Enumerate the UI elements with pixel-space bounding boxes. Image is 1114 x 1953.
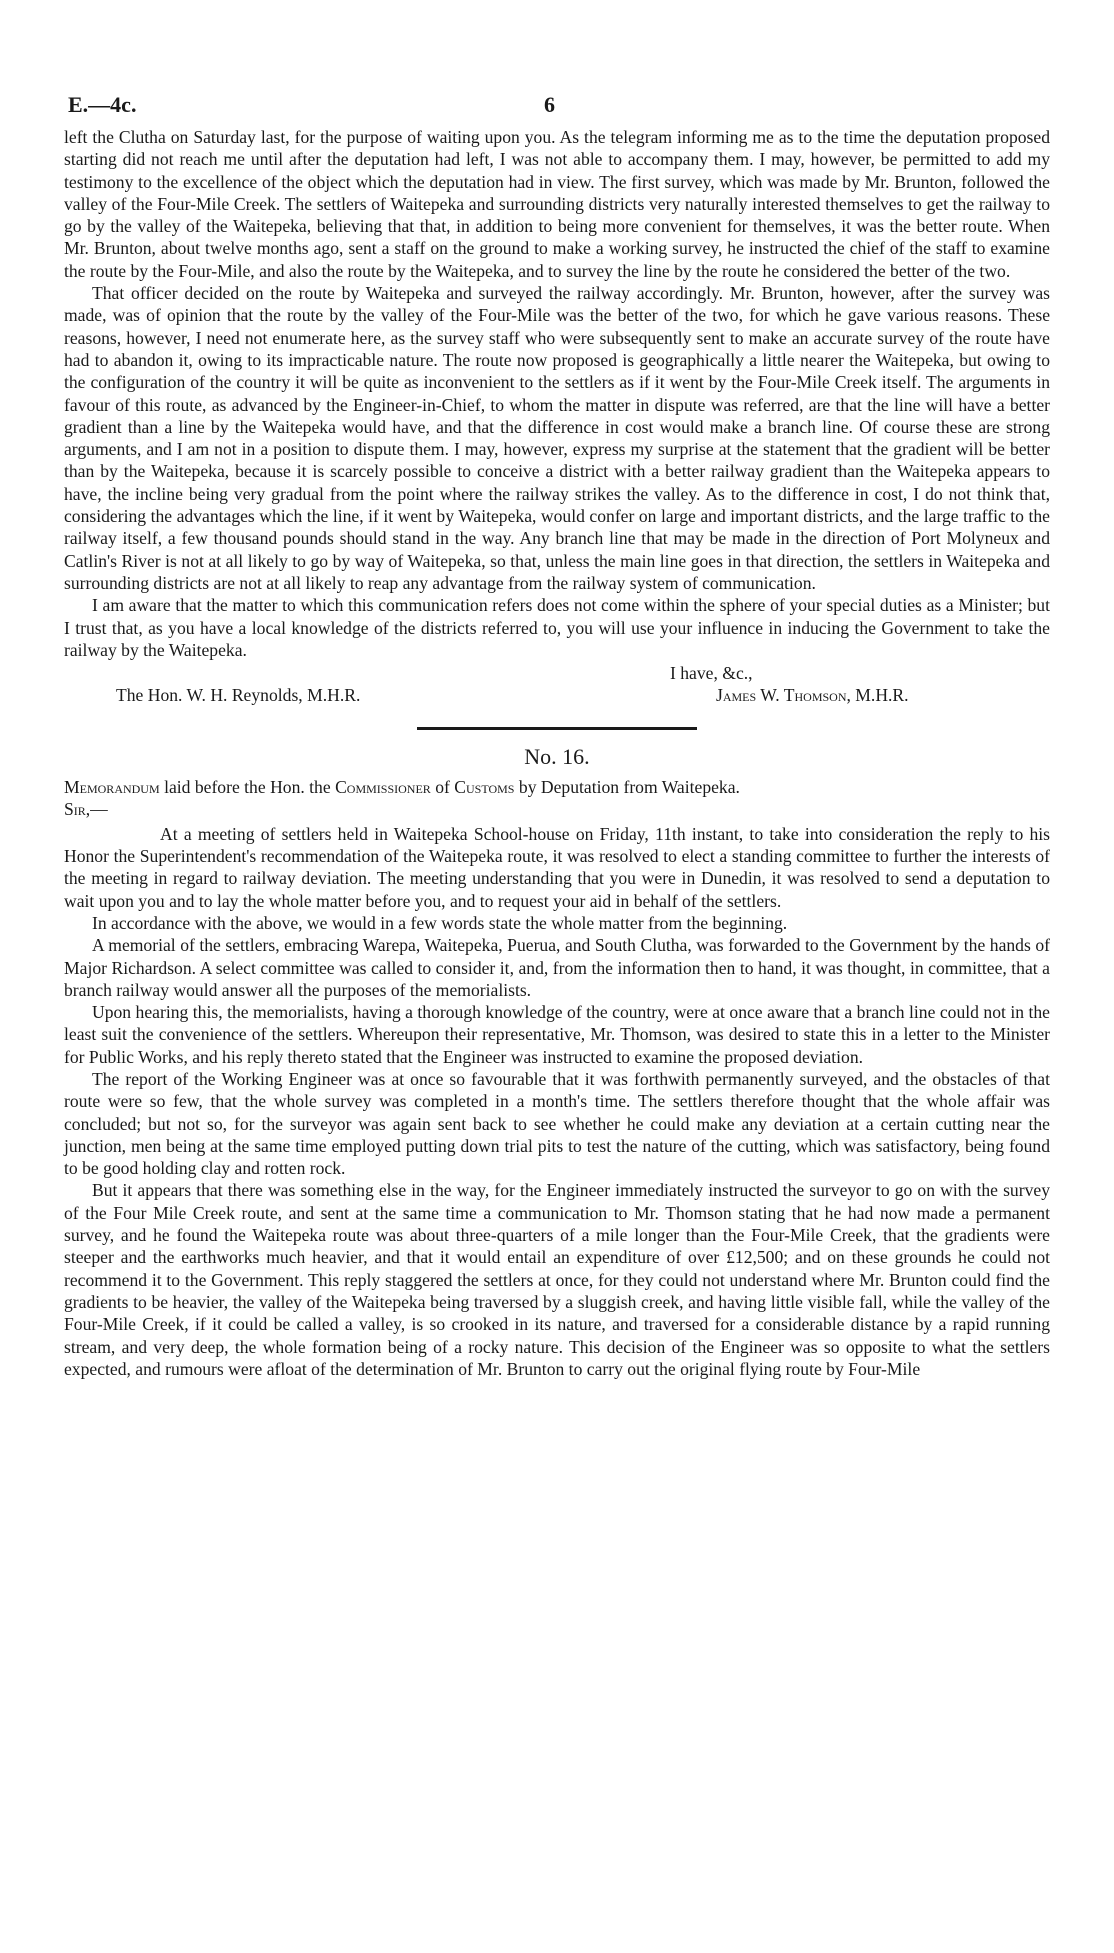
- heading-customs: Customs: [454, 777, 515, 798]
- heading-of: of: [435, 777, 450, 798]
- memorandum-body: [64, 823, 1050, 1380]
- memorandum-number: No. 16.: [524, 744, 590, 770]
- signatory: James W. Thomson, M.H.R.: [716, 685, 909, 706]
- page-number: 6: [544, 92, 555, 117]
- heading-text: laid before the Hon. the: [164, 777, 331, 798]
- section-divider: [417, 727, 697, 730]
- memorandum-paragraph: Upon hearing this, the memorialists, having a thorough knowledge of the country, were at once aware that a branch line could not in the least suit the convenience of the settlers. Whereupon their representative, Mr. Thomson, was desired to state this in a letter to the Minister for Public Works, and his reply thereto stated that the Engineer was instructed to examine the proposed deviation.: [64, 1002, 1050, 1067]
- addressee: The Hon. W. H. Reynolds, M.H.R.: [116, 685, 361, 706]
- memorandum-paragraph: A memorial of the settlers, embracing Warepa, Waitepeka, Puerua, and South Clutha, was forwarded to the Government by the hands of Major Richardson. A select committee was called to consider it, and, from the information then to hand, it was thought, in committee, that a branch railway would answer all the purposes of the memorialists.: [64, 935, 1050, 1000]
- memorandum-paragraph: In accordance with the above, we would in a few words state the whole matter from the beginning.: [92, 912, 788, 933]
- heading-suffix: by Deputation from Waitepeka.: [518, 777, 740, 798]
- heading-commissioner: Commissioner: [335, 777, 431, 798]
- document-code: E.—4c.: [68, 92, 137, 117]
- letter-paragraph: left the Clutha on Saturday last, for the purpose of waiting upon you. As the telegram informing me as to the time the deputation proposed starting did not reach me until after the deputation had left, I was not able to accompany them. I may, however, be permitted to add my testimony to the excellence of the object which the deputation had in view. The first survey, which was made by Mr. Brunton, followed the valley of the Four-Mile Creek. The settlers of Waitepeka and surrounding districts very naturally interested themselves to get the railway to go by the valley of the Waitepeka, believing that that, in addition to being more convenient for themselves, it was the better route. When Mr. Brunton, about twelve months ago, sent a staff on the ground to make a working survey, he instructed the chief of the staff to examine the route by the Four-Mile, and also the route by the Waitepeka, and to survey the line by the route he considered the better of the two.: [64, 127, 1050, 281]
- memorandum-paragraph: At a meeting of settlers held in Waitepeka School-house on Friday, 11th instant, to take into consideration the reply to his Honor the Superintendent's recommendation of the Waitepeka route, it was resolved to elect a standing committee to further the interests of the meeting in regard to railway deviation. The meeting understanding that you were in Dunedin, it was resolved to send a deputation to wait upon you and to lay the whole matter before you, and to request your aid in behalf of the settlers.: [64, 823, 1050, 911]
- memorandum-heading: [64, 776, 1050, 798]
- memorandum-paragraph: But it appears that there was something else in the way, for the Engineer immediately instructed the surveyor to go on with the survey of the Four Mile Creek route, and sent at the same time a communication to Mr. Thomson stating that he had now made a permanent survey, and he found the Waitepeka route was about three-quarters of a mile longer than the Four-Mile Creek, that the gradients were steeper and the earthworks much heavier, and that it would entail an expenditure of over £12,500; and on these grounds he could not recommend it to the Government. This reply staggered the settlers at once, for they could not understand where Mr. Brunton could find the gradients to be heavier, the valley of the Waitepeka being traversed by a sluggish creek, and having little visible fall, while the valley of the Four-Mile Creek, if it could be called a valley, is so crooked in its nature, and traversed for a considerable distance by a rapid running stream, and very deep, the whole formation being of a rocky nature. This decision of the Engineer was so opposite to what the settlers expected, and rumours were afloat of the determination of Mr. Brunton to carry out the original flying route by Four-Mile: [64, 1180, 1050, 1379]
- valediction: I have, &c.,: [670, 663, 753, 684]
- letter-body: [64, 126, 1050, 661]
- running-header: [64, 92, 1050, 126]
- memorandum-paragraph: The report of the Working Engineer was at once so favourable that it was forthwith permanently surveyed, and the obstacles of that route were so few, that the whole survey was completed in a month's time. The settlers therefore thought that the whole affair was concluded; but not so, for the surveyor was again sent back to see whether he could make any deviation at a certain cutting near the junction, men being at the same time employed putting down trial pits to test the nature of the cutting, which was satisfactory, being found to be good holding clay and rotten rock.: [64, 1068, 1050, 1179]
- document-page: [64, 92, 1050, 1380]
- salutation: Sir,—: [64, 799, 108, 820]
- letter-closing: [64, 663, 1050, 709]
- letter-paragraph: That officer decided on the route by Waitepeka and surveyed the railway accordingly. Mr. Brunton, however, after the survey was made, was of opinion that the route by the valley of the Four-Mile was the better of the two, for which he gave various reasons. These reasons, however, I need not enumerate here, as the survey staff who were subsequently sent to make an accurate survey of the route have had to abandon it, owing to its impracticable nature. The route now proposed is geographically a little nearer the Waitepeka, but owing to the configuration of the country it will be quite as inconvenient to the settlers as if it went by the Four-Mile Creek itself. The arguments in favour of this route, as advanced by the Engineer-in-Chief, to whom the matter in dispute was referred, are that the line will have a better gradient than a line by the Waitepeka would have, and that the difference in cost would make a branch line. Of course these are strong arguments, and I am not in a position to dispute them. I may, however, express my surprise at the statement that the gradient will be better than by the Waitepeka, because it is scarcely possible to conceive a district with a better railway gradient than the Waitepeka appears to have, the incline being very gradual from the point where the railway strikes the valley. As to the difference in cost, I do not think that, considering the advantages which the line, if it went by Waitepeka, would confer on large and important districts, and the large traffic to the railway itself, a few thousand pounds should stand in the way. Any branch line that may be made in the direction of Port Molyneux and Catlin's River is not at all likely to go by way of Waitepeka, so that, unless the main line goes in that direction, the settlers in Waitepeka and surrounding districts are not at all likely to reap any advantage from the railway system of communication.: [64, 283, 1050, 593]
- heading-memorandum: Memorandum: [64, 777, 160, 798]
- letter-paragraph: I am aware that the matter to which this communication refers does not come within the sphere of your special duties as a Minister; but I trust that, as you have a local knowledge of the districts referred to, you will use your influence in inducing the Government to take the railway by the Waitepeka.: [64, 595, 1050, 660]
